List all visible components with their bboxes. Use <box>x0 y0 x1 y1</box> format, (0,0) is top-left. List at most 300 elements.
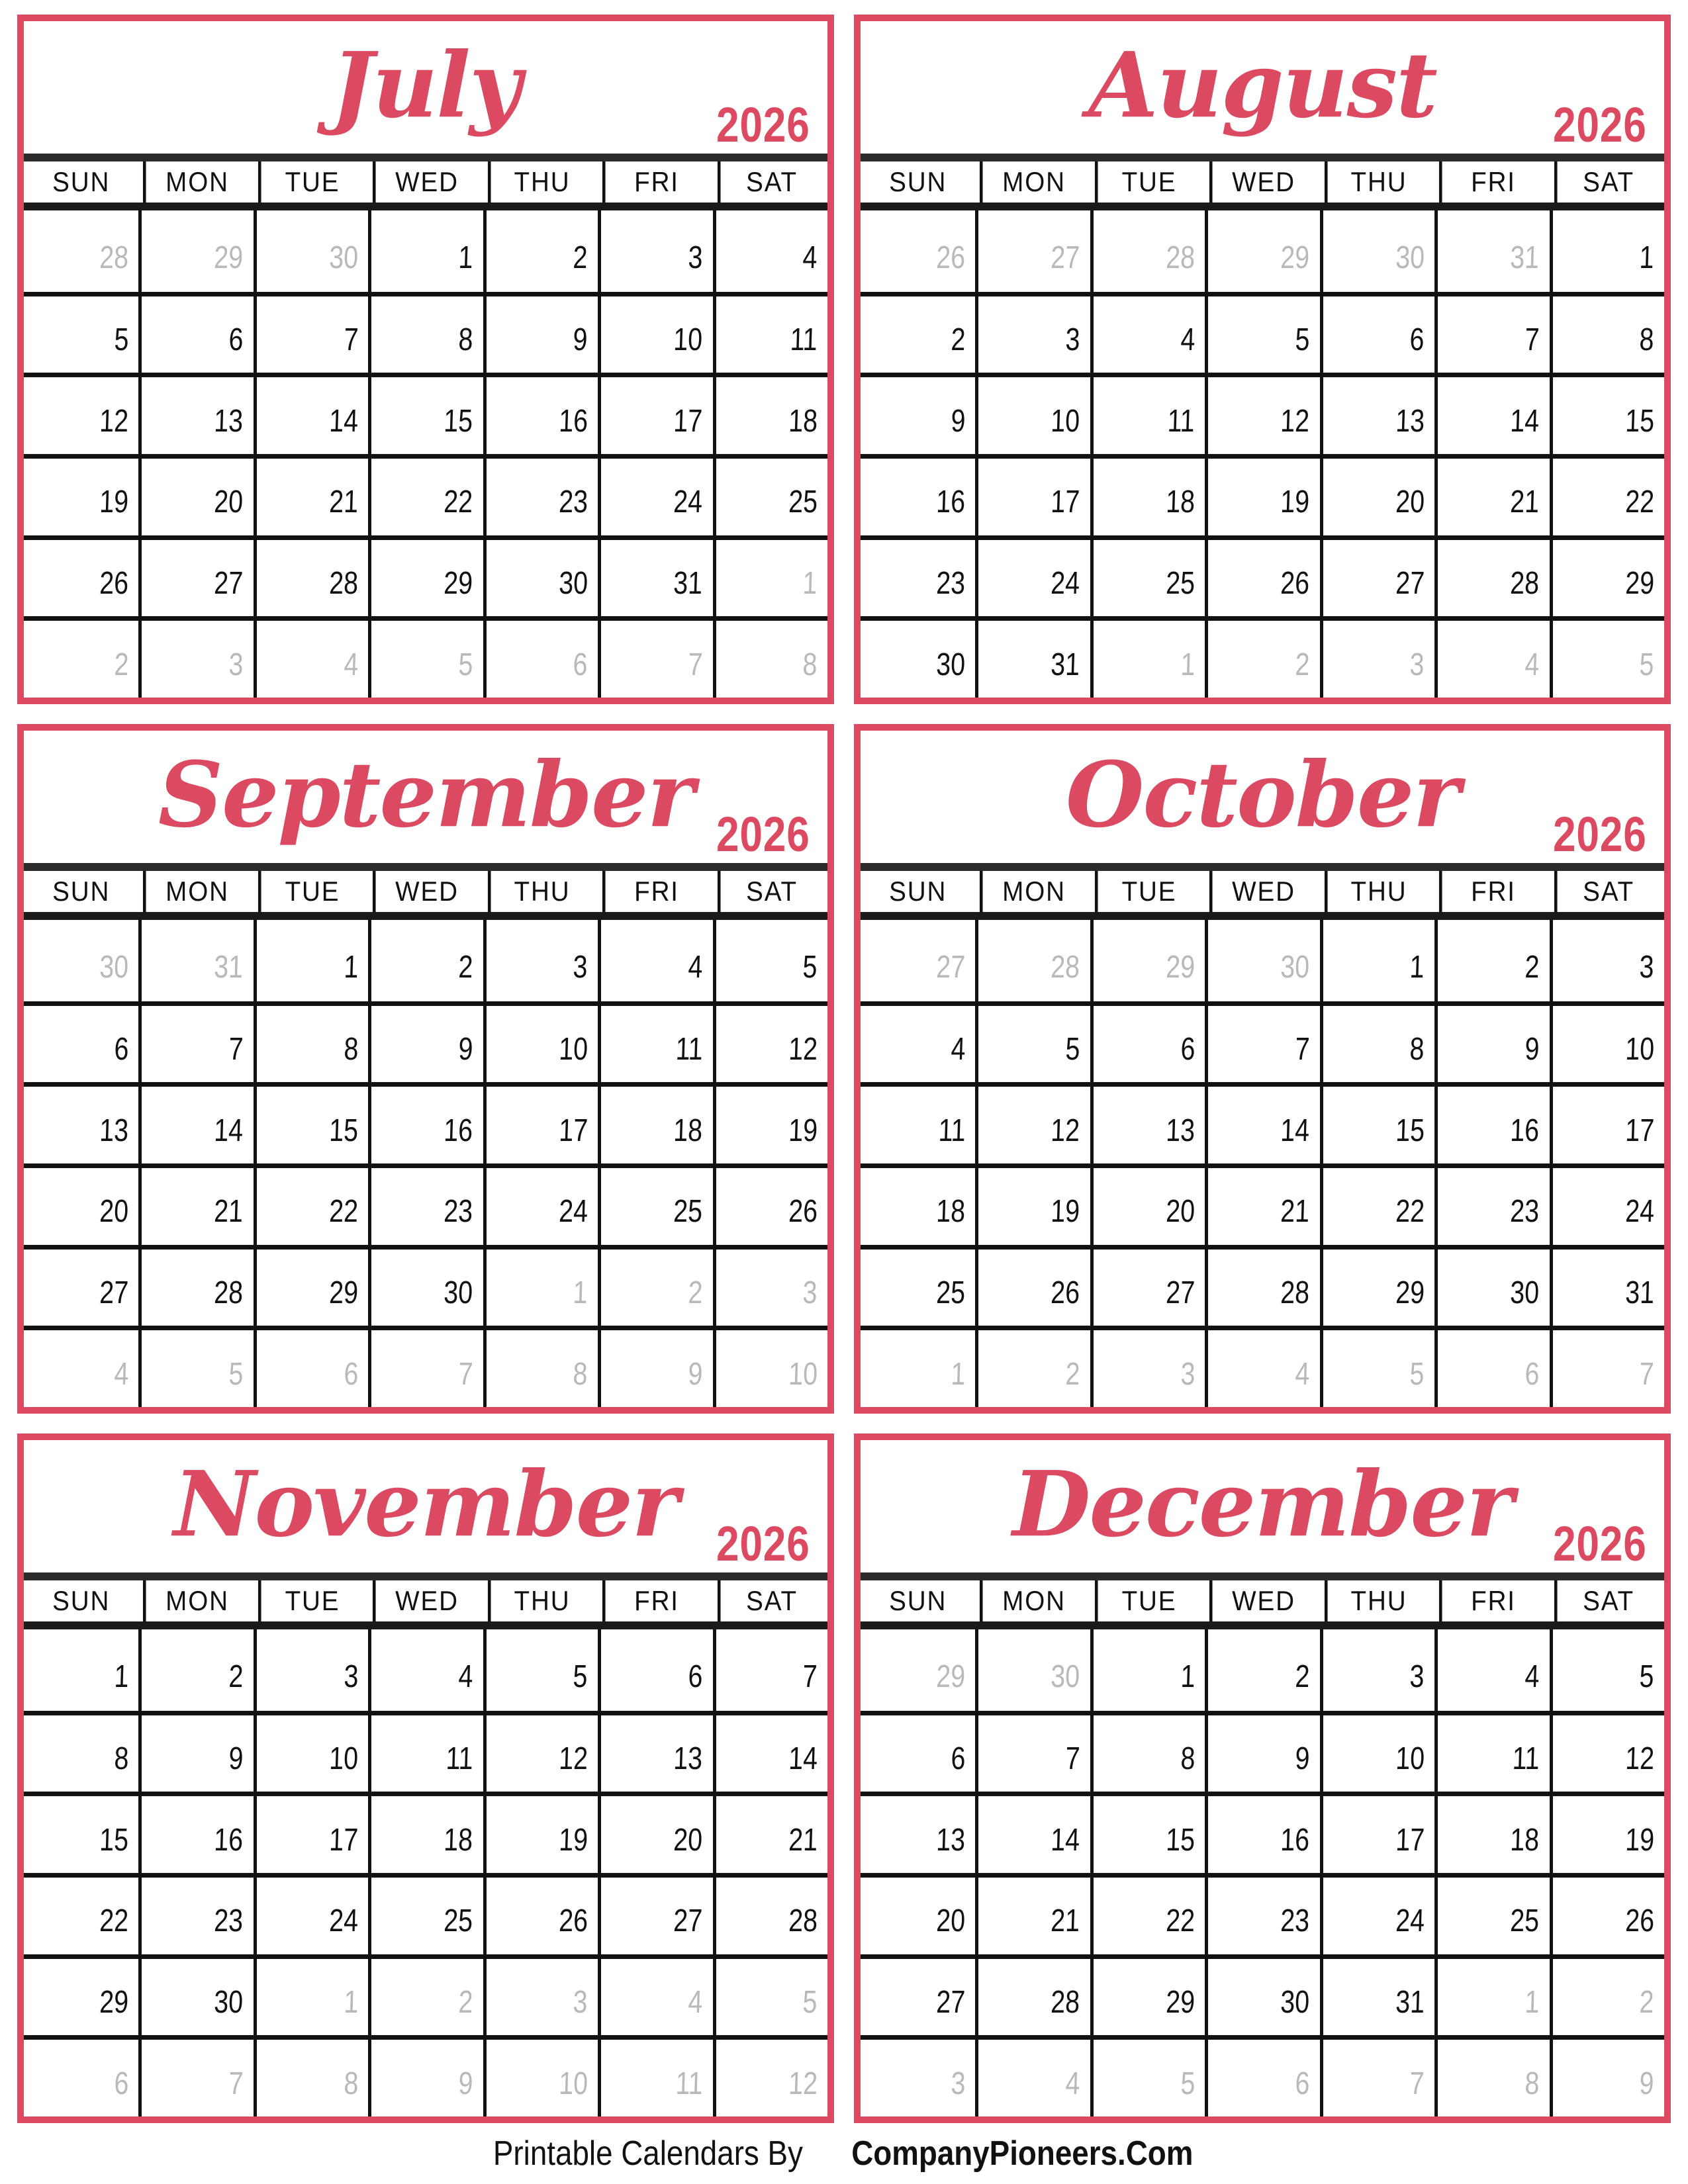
day-number: 13 <box>214 403 244 439</box>
adjacent-month-day-number: 2 <box>1064 1356 1081 1392</box>
day-cell[interactable] <box>483 2035 598 2116</box>
day-cell[interactable] <box>713 1163 827 1245</box>
day-cell[interactable] <box>483 535 598 617</box>
day-cell[interactable] <box>254 373 368 454</box>
day-cell[interactable] <box>483 1163 598 1245</box>
adjacent-month-day-number: 29 <box>935 1659 966 1694</box>
day-cell[interactable] <box>1320 1711 1434 1792</box>
day-cell[interactable] <box>1090 1001 1205 1083</box>
day-cell[interactable] <box>1434 210 1549 292</box>
day-cell[interactable] <box>1550 1954 1664 2036</box>
day-cell[interactable] <box>254 1873 368 1954</box>
day-cell[interactable] <box>975 1954 1090 2036</box>
day-cell[interactable] <box>975 920 1090 1001</box>
day-cell[interactable] <box>368 1629 483 1711</box>
day-cell[interactable] <box>1320 373 1434 454</box>
day-number: 27 <box>1395 565 1425 601</box>
day-cell[interactable] <box>975 1245 1090 1326</box>
day-cell[interactable] <box>598 1711 712 1792</box>
day-cell[interactable] <box>713 1082 827 1163</box>
day-cell[interactable] <box>254 2035 368 2116</box>
day-cell[interactable] <box>138 1792 253 1873</box>
day-cell[interactable] <box>254 1001 368 1083</box>
day-cell[interactable] <box>713 535 827 617</box>
day-cell[interactable] <box>483 292 598 373</box>
day-cell[interactable] <box>24 292 138 373</box>
day-cell[interactable] <box>713 2035 827 2116</box>
day-cell[interactable] <box>368 2035 483 2116</box>
day-cell[interactable] <box>1320 1954 1434 2036</box>
adjacent-month-day-number: 30 <box>328 240 359 275</box>
day-cell[interactable] <box>1434 1873 1549 1954</box>
day-cell[interactable] <box>138 454 253 535</box>
day-cell[interactable] <box>483 1245 598 1326</box>
day-cell[interactable] <box>483 373 598 454</box>
day-cell[interactable] <box>713 373 827 454</box>
day-cell[interactable] <box>975 1873 1090 1954</box>
day-cell[interactable] <box>1434 1245 1549 1326</box>
day-number: 1 <box>457 240 474 275</box>
day-cell[interactable] <box>254 1082 368 1163</box>
day-cell[interactable] <box>138 616 253 698</box>
day-cell[interactable] <box>368 616 483 698</box>
day-cell[interactable] <box>1205 454 1319 535</box>
day-cell[interactable] <box>598 454 712 535</box>
day-cell[interactable] <box>1550 373 1664 454</box>
day-cell[interactable] <box>138 2035 253 2116</box>
day-cell[interactable] <box>1550 1711 1664 1792</box>
day-number: 27 <box>673 1903 704 1939</box>
day-number: 23 <box>1509 1194 1540 1230</box>
day-cell[interactable] <box>1320 1326 1434 1407</box>
day-number: 18 <box>935 1194 966 1230</box>
day-cell[interactable] <box>483 616 598 698</box>
day-cell[interactable] <box>24 454 138 535</box>
day-cell[interactable] <box>1550 616 1664 698</box>
day-cell[interactable] <box>713 1001 827 1083</box>
day-cell[interactable] <box>861 1629 975 1711</box>
day-cell[interactable] <box>1205 535 1319 617</box>
day-cell[interactable] <box>1320 1001 1434 1083</box>
day-cell[interactable] <box>1205 1163 1319 1245</box>
day-cell[interactable] <box>598 1792 712 1873</box>
day-cell[interactable] <box>138 1001 253 1083</box>
day-number: 13 <box>99 1113 129 1148</box>
day-cell[interactable] <box>368 1326 483 1407</box>
day-number: 25 <box>1509 1903 1540 1939</box>
day-cell[interactable] <box>713 1245 827 1326</box>
day-cell[interactable] <box>598 292 712 373</box>
day-cell[interactable] <box>975 535 1090 617</box>
day-number: 26 <box>1280 565 1311 601</box>
day-cell[interactable] <box>1205 2035 1319 2116</box>
day-cell[interactable] <box>483 1792 598 1873</box>
day-cell[interactable] <box>24 373 138 454</box>
day-cell[interactable] <box>713 1873 827 1954</box>
day-cell[interactable] <box>138 535 253 617</box>
day-cell[interactable] <box>1320 292 1434 373</box>
day-cell[interactable] <box>24 1245 138 1326</box>
day-cell[interactable] <box>483 1082 598 1163</box>
day-cell[interactable] <box>713 210 827 292</box>
day-cell[interactable] <box>483 1873 598 1954</box>
day-cell[interactable] <box>1434 1792 1549 1873</box>
day-cell[interactable] <box>861 1873 975 1954</box>
day-cell[interactable] <box>138 210 253 292</box>
day-number: 29 <box>443 565 474 601</box>
day-cell[interactable] <box>138 1082 253 1163</box>
day-cell[interactable] <box>1205 1001 1319 1083</box>
day-cell[interactable] <box>1320 616 1434 698</box>
day-cell[interactable] <box>861 535 975 617</box>
day-cell[interactable] <box>368 1873 483 1954</box>
day-cell[interactable] <box>24 1082 138 1163</box>
weekday-label-mon: MON <box>143 871 249 912</box>
adjacent-month-day-number: 9 <box>1639 2066 1655 2101</box>
day-cell[interactable] <box>1550 920 1664 1001</box>
day-cell[interactable] <box>138 1954 253 2036</box>
day-cell[interactable] <box>483 1954 598 2036</box>
day-cell[interactable] <box>598 2035 712 2116</box>
day-cell[interactable] <box>368 1954 483 2036</box>
day-number: 8 <box>113 1741 129 1776</box>
day-cell[interactable] <box>138 1873 253 1954</box>
day-cell[interactable] <box>861 1082 975 1163</box>
day-cell[interactable] <box>368 535 483 617</box>
day-cell[interactable] <box>368 1245 483 1326</box>
day-cell[interactable] <box>861 210 975 292</box>
day-number: 23 <box>214 1903 244 1939</box>
day-cell[interactable] <box>1090 1082 1205 1163</box>
day-cell[interactable] <box>975 1326 1090 1407</box>
day-cell[interactable] <box>1320 1873 1434 1954</box>
day-cell[interactable] <box>483 1001 598 1083</box>
day-cell[interactable] <box>254 292 368 373</box>
day-cell[interactable] <box>861 1954 975 2036</box>
day-cell[interactable] <box>1090 920 1205 1001</box>
day-cell[interactable] <box>713 1629 827 1711</box>
adjacent-month-day-number: 11 <box>675 2066 704 2101</box>
day-cell[interactable] <box>368 454 483 535</box>
day-cell[interactable] <box>598 1326 712 1407</box>
days-grid <box>24 210 827 698</box>
day-cell[interactable] <box>1205 210 1319 292</box>
day-cell[interactable] <box>861 373 975 454</box>
day-cell[interactable] <box>1090 1873 1205 1954</box>
day-cell[interactable] <box>975 292 1090 373</box>
day-cell[interactable] <box>254 210 368 292</box>
day-cell[interactable] <box>1434 1082 1549 1163</box>
day-cell[interactable] <box>368 1163 483 1245</box>
day-cell[interactable] <box>975 616 1090 698</box>
day-cell[interactable] <box>24 210 138 292</box>
day-cell[interactable] <box>254 616 368 698</box>
day-cell[interactable] <box>1550 535 1664 617</box>
day-cell[interactable] <box>975 1082 1090 1163</box>
day-cell[interactable] <box>1434 373 1549 454</box>
day-cell[interactable] <box>254 1711 368 1792</box>
day-cell[interactable] <box>368 210 483 292</box>
day-number: 23 <box>1280 1903 1311 1939</box>
day-cell[interactable] <box>254 920 368 1001</box>
day-cell[interactable] <box>975 2035 1090 2116</box>
day-cell[interactable] <box>1550 1082 1664 1163</box>
adjacent-month-day-number: 8 <box>343 2066 359 2101</box>
day-cell[interactable] <box>138 373 253 454</box>
day-cell[interactable] <box>254 1326 368 1407</box>
day-cell[interactable] <box>598 373 712 454</box>
day-cell[interactable] <box>1320 535 1434 617</box>
page-footer <box>17 2123 1671 2184</box>
day-cell[interactable] <box>861 292 975 373</box>
day-cell[interactable] <box>1550 1245 1664 1326</box>
day-cell[interactable] <box>1090 1245 1205 1326</box>
day-cell[interactable] <box>1205 1245 1319 1326</box>
adjacent-month-day-number: 1 <box>1524 1984 1540 2020</box>
month-title: October <box>1065 742 1460 848</box>
day-cell[interactable] <box>975 1629 1090 1711</box>
day-cell[interactable] <box>861 1711 975 1792</box>
day-cell[interactable] <box>598 1001 712 1083</box>
day-cell[interactable] <box>1205 1629 1319 1711</box>
day-cell[interactable] <box>483 454 598 535</box>
day-cell[interactable] <box>1320 210 1434 292</box>
day-cell[interactable] <box>368 1001 483 1083</box>
adjacent-month-day-number: 6 <box>1294 2066 1311 2101</box>
day-cell[interactable] <box>1434 1629 1549 1711</box>
day-cell[interactable] <box>138 1711 253 1792</box>
day-cell[interactable] <box>24 1163 138 1245</box>
day-cell[interactable] <box>1320 1629 1434 1711</box>
day-cell[interactable] <box>1205 1326 1319 1407</box>
day-cell[interactable] <box>598 1082 712 1163</box>
day-cell[interactable] <box>713 920 827 1001</box>
day-cell[interactable] <box>1320 920 1434 1001</box>
weekday-label-sun: SUN <box>52 166 111 197</box>
day-cell[interactable] <box>254 535 368 617</box>
day-cell[interactable] <box>861 454 975 535</box>
day-cell[interactable] <box>483 1326 598 1407</box>
day-number: 27 <box>214 565 244 601</box>
day-cell[interactable] <box>1550 1326 1664 1407</box>
day-cell[interactable] <box>1320 2035 1434 2116</box>
day-cell[interactable] <box>598 535 712 617</box>
day-cell[interactable] <box>254 1163 368 1245</box>
day-number: 6 <box>113 1031 129 1067</box>
day-cell[interactable] <box>24 1792 138 1873</box>
day-cell[interactable] <box>1320 1245 1434 1326</box>
day-cell[interactable] <box>1550 210 1664 292</box>
day-cell[interactable] <box>861 1001 975 1083</box>
day-cell[interactable] <box>1434 616 1549 698</box>
day-cell[interactable] <box>483 210 598 292</box>
day-cell[interactable] <box>1434 1954 1549 2036</box>
day-cell[interactable] <box>1090 1954 1205 2036</box>
day-cell[interactable] <box>24 1954 138 2036</box>
day-cell[interactable] <box>254 1629 368 1711</box>
day-cell[interactable] <box>24 1711 138 1792</box>
day-cell[interactable] <box>368 920 483 1001</box>
day-cell[interactable] <box>975 1163 1090 1245</box>
day-cell[interactable] <box>24 1326 138 1407</box>
day-cell[interactable] <box>1550 1873 1664 1954</box>
day-cell[interactable] <box>1205 1792 1319 1873</box>
day-cell[interactable] <box>598 1245 712 1326</box>
day-cell[interactable] <box>1090 1629 1205 1711</box>
day-cell[interactable] <box>368 1082 483 1163</box>
day-cell[interactable] <box>1550 1792 1664 1873</box>
day-number: 9 <box>573 322 588 357</box>
day-cell[interactable] <box>1550 292 1664 373</box>
day-cell[interactable] <box>1090 373 1205 454</box>
day-cell[interactable] <box>713 616 827 698</box>
day-cell[interactable] <box>138 920 253 1001</box>
day-cell[interactable] <box>1320 454 1434 535</box>
day-cell[interactable] <box>483 920 598 1001</box>
day-cell[interactable] <box>254 1792 368 1873</box>
day-cell[interactable] <box>1550 2035 1664 2116</box>
day-cell[interactable] <box>1434 920 1549 1001</box>
day-cell[interactable] <box>975 1792 1090 1873</box>
day-cell[interactable] <box>1205 1082 1319 1163</box>
day-cell[interactable] <box>861 920 975 1001</box>
day-cell[interactable] <box>598 1629 712 1711</box>
day-cell[interactable] <box>1090 454 1205 535</box>
day-cell[interactable] <box>1090 210 1205 292</box>
day-cell[interactable] <box>861 1326 975 1407</box>
day-cell[interactable] <box>861 1245 975 1326</box>
day-cell[interactable] <box>24 2035 138 2116</box>
day-cell[interactable] <box>1205 1873 1319 1954</box>
day-cell[interactable] <box>24 1629 138 1711</box>
day-cell[interactable] <box>975 373 1090 454</box>
day-cell[interactable] <box>138 1629 253 1711</box>
day-cell[interactable] <box>975 1001 1090 1083</box>
day-cell[interactable] <box>1320 1792 1434 1873</box>
day-cell[interactable] <box>975 1711 1090 1792</box>
day-cell[interactable] <box>1434 1326 1549 1407</box>
day-cell[interactable] <box>713 454 827 535</box>
day-cell[interactable] <box>713 1792 827 1873</box>
day-number: 3 <box>343 1659 359 1694</box>
day-cell[interactable] <box>1205 920 1319 1001</box>
day-cell[interactable] <box>1090 1711 1205 1792</box>
day-cell[interactable] <box>24 920 138 1001</box>
footer-brand-link[interactable]: CompanyPioneers.Com <box>851 2134 1194 2173</box>
day-cell[interactable] <box>483 1629 598 1711</box>
day-number: 4 <box>1180 322 1196 357</box>
day-cell[interactable] <box>713 1711 827 1792</box>
day-cell[interactable] <box>1320 1163 1434 1245</box>
day-cell[interactable] <box>598 1163 712 1245</box>
day-cell[interactable] <box>713 1326 827 1407</box>
day-cell[interactable] <box>254 1954 368 2036</box>
day-cell[interactable] <box>24 616 138 698</box>
day-cell[interactable] <box>1550 454 1664 535</box>
weekday-label-fri: FRI <box>602 1580 708 1621</box>
day-cell[interactable] <box>1205 292 1319 373</box>
month-header <box>24 731 827 863</box>
day-cell[interactable] <box>1550 1001 1664 1083</box>
day-cell[interactable] <box>1434 454 1549 535</box>
adjacent-month-day-number: 9 <box>687 1356 704 1392</box>
day-cell[interactable] <box>368 292 483 373</box>
day-number: 16 <box>214 1822 244 1858</box>
day-cell[interactable] <box>1434 1163 1549 1245</box>
day-cell[interactable] <box>598 1873 712 1954</box>
day-cell[interactable] <box>1090 1163 1205 1245</box>
month-panel-december <box>854 1433 1671 2123</box>
day-number: 21 <box>1509 484 1540 520</box>
days-grid <box>24 1629 827 2116</box>
day-cell[interactable] <box>368 1711 483 1792</box>
day-cell[interactable] <box>975 210 1090 292</box>
day-cell[interactable] <box>1090 535 1205 617</box>
day-cell[interactable] <box>1434 2035 1549 2116</box>
adjacent-month-day-number: 3 <box>1180 1356 1196 1392</box>
day-cell[interactable] <box>483 1711 598 1792</box>
day-cell[interactable] <box>861 1163 975 1245</box>
month-panel-october <box>854 724 1671 1414</box>
day-cell[interactable] <box>1090 292 1205 373</box>
day-number: 28 <box>328 565 359 601</box>
day-cell[interactable] <box>254 454 368 535</box>
day-cell[interactable] <box>24 535 138 617</box>
day-number: 10 <box>1051 403 1081 439</box>
day-cell[interactable] <box>1434 535 1549 617</box>
day-cell[interactable] <box>598 210 712 292</box>
adjacent-month-day-number: 5 <box>1409 1356 1425 1392</box>
adjacent-month-day-number: 8 <box>1524 2066 1540 2101</box>
day-cell[interactable] <box>713 292 827 373</box>
day-cell[interactable] <box>713 1954 827 2036</box>
day-cell[interactable] <box>1434 1001 1549 1083</box>
day-cell[interactable] <box>368 1792 483 1873</box>
day-cell[interactable] <box>1205 1954 1319 2036</box>
day-cell[interactable] <box>368 373 483 454</box>
day-cell[interactable] <box>138 1326 253 1407</box>
day-cell[interactable] <box>1090 1326 1205 1407</box>
day-cell[interactable] <box>254 1245 368 1326</box>
day-cell[interactable] <box>138 292 253 373</box>
day-cell[interactable] <box>598 920 712 1001</box>
day-cell[interactable] <box>1205 373 1319 454</box>
day-cell[interactable] <box>1434 292 1549 373</box>
day-cell[interactable] <box>861 2035 975 2116</box>
day-cell[interactable] <box>598 1954 712 2036</box>
day-cell[interactable] <box>1090 616 1205 698</box>
day-cell[interactable] <box>24 1873 138 1954</box>
day-cell[interactable] <box>1090 1792 1205 1873</box>
day-cell[interactable] <box>975 454 1090 535</box>
day-cell[interactable] <box>1205 616 1319 698</box>
day-cell[interactable] <box>1090 2035 1205 2116</box>
day-cell[interactable] <box>1320 1082 1434 1163</box>
day-cell[interactable] <box>1550 1629 1664 1711</box>
day-number: 8 <box>457 322 474 357</box>
day-cell[interactable] <box>138 1163 253 1245</box>
day-cell[interactable] <box>24 1001 138 1083</box>
day-cell[interactable] <box>1550 1163 1664 1245</box>
day-number: 15 <box>1624 403 1655 439</box>
day-cell[interactable] <box>1205 1711 1319 1792</box>
day-cell[interactable] <box>861 616 975 698</box>
day-cell[interactable] <box>1434 1711 1549 1792</box>
day-cell[interactable] <box>861 1792 975 1873</box>
day-cell[interactable] <box>138 1245 253 1326</box>
day-cell[interactable] <box>598 616 712 698</box>
day-number: 2 <box>1294 1659 1311 1694</box>
